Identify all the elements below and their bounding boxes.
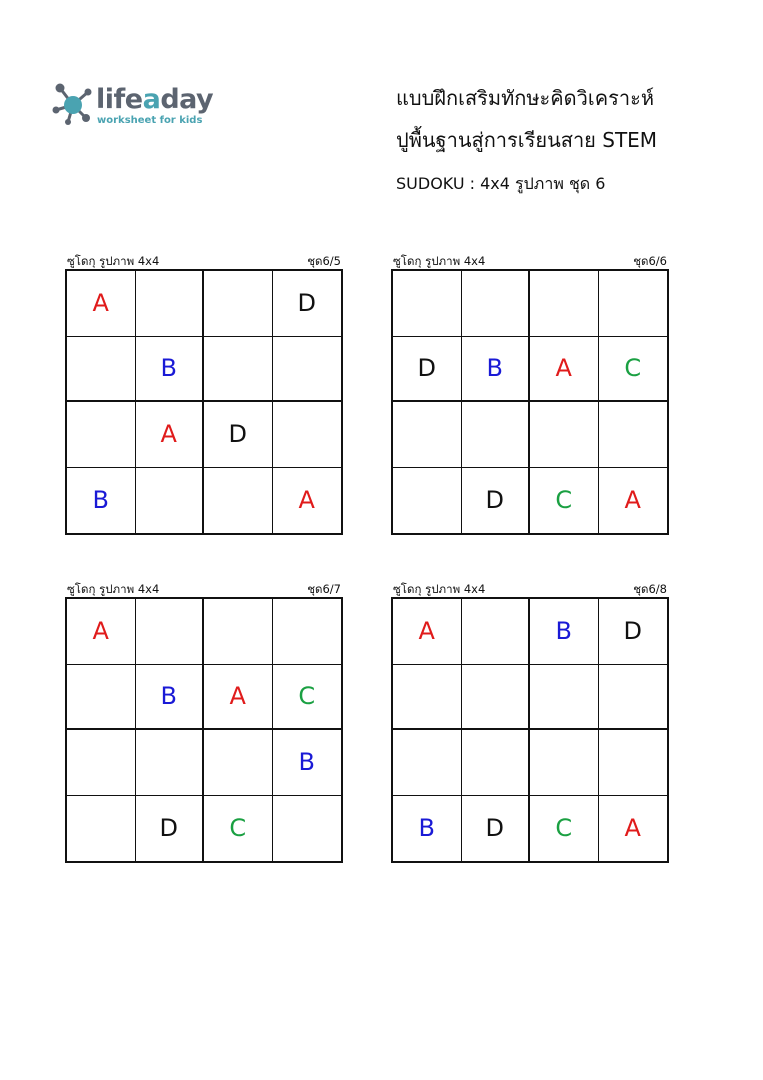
logo-wordmark	[96, 84, 213, 116]
sudoku-cell: B	[273, 730, 342, 796]
sudoku-cell[interactable]	[67, 730, 136, 796]
logo-word-prefix: life	[96, 84, 143, 115]
puzzle-set-number: ชุด6/5	[307, 254, 341, 268]
sudoku-cell[interactable]	[136, 599, 205, 665]
sudoku-grid	[65, 269, 343, 535]
sudoku-cell: D	[204, 402, 273, 468]
sudoku-cell[interactable]	[530, 271, 599, 337]
sudoku-cell: B	[136, 337, 205, 403]
sudoku-cell[interactable]	[462, 599, 531, 665]
sudoku-cell: B	[462, 337, 531, 403]
sudoku-cell[interactable]	[273, 796, 342, 862]
puzzle-header	[65, 581, 343, 597]
sudoku-cell[interactable]	[462, 271, 531, 337]
sudoku-cell: B	[67, 468, 136, 534]
sudoku-cell[interactable]	[273, 337, 342, 403]
sudoku-cell[interactable]	[204, 271, 273, 337]
sudoku-cell[interactable]	[530, 402, 599, 468]
sudoku-cell[interactable]	[136, 468, 205, 534]
logo-molecule-icon	[50, 82, 96, 128]
sudoku-cell[interactable]	[530, 730, 599, 796]
sudoku-cell[interactable]	[393, 402, 462, 468]
sudoku-cell: A	[67, 599, 136, 665]
logo	[50, 82, 220, 132]
sudoku-cell: A	[298, 486, 315, 515]
sudoku-cell[interactable]	[599, 730, 668, 796]
sudoku-cell[interactable]	[393, 468, 462, 534]
puzzle-title: ซูโดกุ รูปภาพ 4x4	[67, 254, 160, 268]
header-set-label: SUDOKU : 4x4 รูปภาพ ชุด 6	[396, 174, 606, 193]
sudoku-cell[interactable]	[462, 402, 531, 468]
sudoku-cell[interactable]	[599, 271, 668, 337]
sudoku-cell[interactable]	[204, 730, 273, 796]
sudoku-grid	[65, 597, 343, 863]
sudoku-cell: C	[273, 665, 342, 731]
sudoku-cell[interactable]	[599, 402, 668, 468]
sudoku-cell: B	[393, 796, 462, 862]
sudoku-cell[interactable]	[462, 730, 531, 796]
sudoku-cell[interactable]	[136, 730, 205, 796]
sudoku-cell[interactable]	[204, 599, 273, 665]
puzzle-header	[391, 581, 669, 597]
sudoku-cell[interactable]	[393, 730, 462, 796]
sudoku-cell[interactable]	[67, 796, 136, 862]
sudoku-puzzle	[65, 581, 343, 843]
puzzle-header	[391, 253, 669, 269]
sudoku-puzzle	[65, 253, 343, 515]
sudoku-cell: D	[393, 337, 462, 403]
sudoku-cell[interactable]	[393, 665, 462, 731]
sudoku-cell: D	[273, 271, 342, 337]
sudoku-cell: A	[624, 486, 641, 515]
sudoku-cell: C	[530, 468, 599, 534]
header-subtitle: ปูพื้นฐานสู่การเรียนสาย STEM	[396, 128, 658, 152]
sudoku-puzzle	[391, 253, 669, 515]
logo-word-accent: a	[142, 84, 161, 115]
sudoku-cell[interactable]	[273, 402, 342, 468]
sudoku-cell[interactable]	[67, 337, 136, 403]
sudoku-cell: A	[204, 665, 273, 731]
puzzle-set-number: ชุด6/7	[307, 582, 341, 596]
puzzle-set-number: ชุด6/6	[633, 254, 667, 268]
sudoku-cell[interactable]	[273, 599, 342, 665]
sudoku-cell: D	[136, 796, 205, 862]
sudoku-cell: B	[530, 599, 599, 665]
sudoku-cell: C	[530, 796, 599, 862]
sudoku-cell[interactable]	[462, 665, 531, 731]
sudoku-grid	[391, 597, 669, 863]
sudoku-cell[interactable]	[530, 665, 599, 731]
sudoku-cell[interactable]	[204, 337, 273, 403]
sudoku-cell: D	[462, 796, 531, 862]
sudoku-cell: A	[624, 814, 641, 843]
sudoku-cell: C	[204, 796, 273, 862]
sudoku-puzzle	[391, 581, 669, 843]
sudoku-cell: D	[599, 599, 668, 665]
sudoku-cell: C	[599, 337, 668, 403]
sudoku-cell[interactable]	[393, 271, 462, 337]
sudoku-cell: A	[67, 271, 136, 337]
logo-tagline: worksheet for kids	[97, 115, 203, 126]
sudoku-grid	[391, 269, 669, 535]
header-title: แบบฝึกเสริมทักษะคิดวิเคราะห์	[396, 86, 655, 110]
sudoku-cell[interactable]	[67, 402, 136, 468]
sudoku-cell: D	[462, 468, 531, 534]
puzzle-title: ซูโดกุ รูปภาพ 4x4	[67, 582, 160, 596]
sudoku-cell[interactable]	[204, 468, 273, 534]
puzzle-header	[65, 253, 343, 269]
sudoku-cell: A	[530, 337, 599, 403]
puzzle-set-number: ชุด6/8	[633, 582, 667, 596]
sudoku-cell[interactable]	[136, 271, 205, 337]
puzzle-title: ซูโดกุ รูปภาพ 4x4	[393, 254, 486, 268]
sudoku-cell[interactable]	[599, 665, 668, 731]
sudoku-cell[interactable]	[67, 665, 136, 731]
puzzle-title: ซูโดกุ รูปภาพ 4x4	[393, 582, 486, 596]
sudoku-cell: B	[136, 665, 205, 731]
sudoku-cell: A	[393, 599, 462, 665]
sudoku-cell: A	[136, 402, 205, 468]
logo-word-suffix: day	[160, 84, 214, 115]
